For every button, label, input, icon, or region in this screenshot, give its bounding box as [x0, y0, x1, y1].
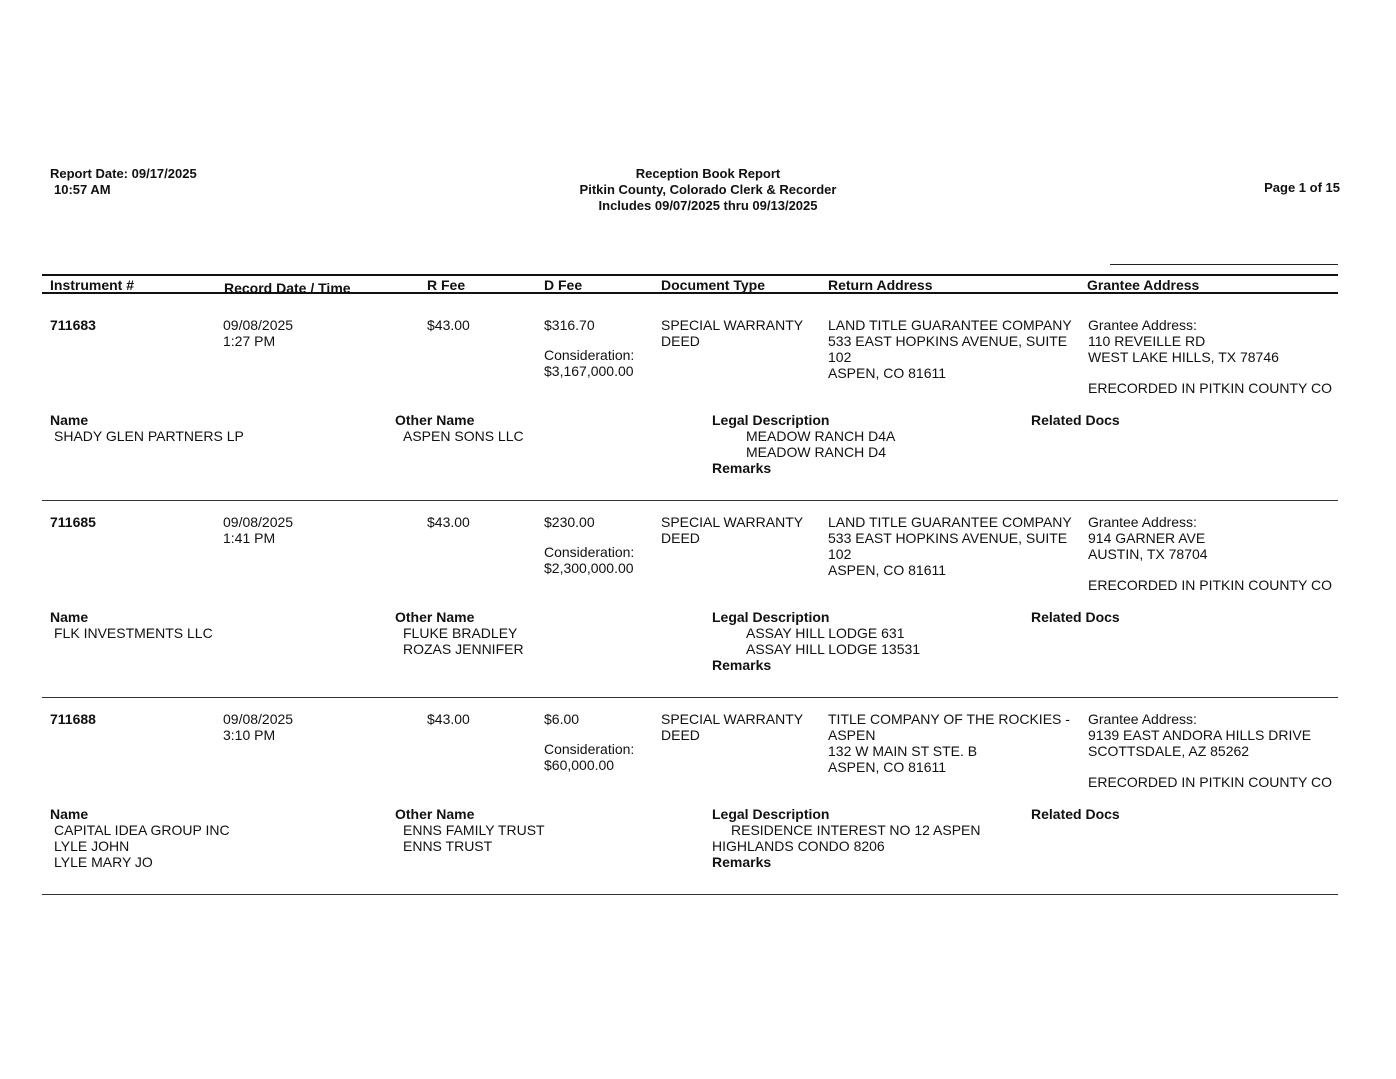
instrument-number: 711688	[50, 711, 96, 727]
column-header-top-rule	[42, 274, 1338, 276]
name-label: Name	[50, 806, 89, 822]
return-address-line: LAND TITLE GUARANTEE COMPANY	[828, 514, 1072, 530]
consideration-value: $2,300,000.00	[544, 560, 634, 576]
other-name-label: Other Name	[395, 609, 475, 625]
name-value: CAPITAL IDEA GROUP INC	[54, 822, 230, 838]
record-time: 1:27 PM	[223, 333, 276, 349]
return-address-line: ASPEN, CO 81611	[828, 759, 947, 775]
col-return-address: Return Address	[828, 277, 933, 293]
name-value: FLK INVESTMENTS LLC	[54, 625, 213, 641]
consideration-label: Consideration:	[544, 347, 635, 363]
r-fee: $43.00	[427, 317, 470, 333]
report-subtitle: Pitkin County, Colorado Clerk & Recorder	[579, 182, 837, 197]
remarks-label: Remarks	[712, 854, 772, 870]
instrument-number: 711685	[50, 514, 96, 530]
remarks-label: Remarks	[712, 657, 772, 673]
other-name-value: ASPEN SONS LLC	[403, 428, 524, 444]
grantee-address-line: AUSTIN, TX 78704	[1088, 546, 1208, 562]
report-date-range: Includes 09/07/2025 thru 09/13/2025	[598, 198, 818, 213]
col-document-type: Document Type	[661, 277, 765, 293]
record-time: 1:41 PM	[223, 530, 276, 546]
legal-description-line: MEADOW RANCH D4A	[746, 428, 896, 444]
instrument-number: 711683	[50, 317, 96, 333]
r-fee: $43.00	[427, 711, 470, 727]
other-name-value: ROZAS JENNIFER	[403, 641, 524, 657]
report-time: 10:57 AM	[54, 182, 111, 197]
name-value: SHADY GLEN PARTNERS LP	[54, 428, 244, 444]
erecorded-note: ERECORDED IN PITKIN COUNTY CO	[1088, 774, 1332, 790]
return-address-line: LAND TITLE GUARANTEE COMPANY	[828, 317, 1072, 333]
col-grantee-address: Grantee Address	[1087, 277, 1200, 293]
record-divider	[42, 894, 1338, 895]
erecorded-note: ERECORDED IN PITKIN COUNTY CO	[1088, 577, 1332, 593]
legal-description-label: Legal Description	[712, 806, 830, 822]
related-docs-label: Related Docs	[1031, 412, 1120, 428]
col-r-fee: R Fee	[427, 277, 466, 293]
record	[0, 304, 1396, 501]
return-address-line: 102	[828, 546, 852, 562]
return-address-line: ASPEN, CO 81611	[828, 562, 947, 578]
document-type-cont: DEED	[661, 333, 700, 349]
legal-description-label: Legal Description	[712, 412, 830, 428]
document-type-cont: DEED	[661, 530, 700, 546]
d-fee: $230.00	[544, 514, 595, 530]
consideration-value: $60,000.00	[544, 757, 615, 773]
return-address-line: 132 W MAIN ST STE. B	[828, 743, 978, 759]
consideration-label: Consideration:	[544, 741, 635, 757]
legal-description-line: ASSAY HILL LODGE 13531	[746, 641, 921, 657]
grantee-address-label: Grantee Address:	[1088, 514, 1197, 530]
other-name-value: FLUKE BRADLEY	[403, 625, 518, 641]
grantee-address-line: 110 REVEILLE RD	[1088, 333, 1206, 349]
return-address-line: 533 EAST HOPKINS AVENUE, SUITE	[828, 333, 1068, 349]
other-name-label: Other Name	[395, 806, 475, 822]
report-title: Reception Book Report	[635, 166, 781, 181]
legal-description-line: HIGHLANDS CONDO 8206	[712, 838, 885, 854]
name-label: Name	[50, 609, 89, 625]
other-name-value: ENNS TRUST	[403, 838, 493, 854]
other-name-label: Other Name	[395, 412, 475, 428]
grantee-address-label: Grantee Address:	[1088, 711, 1197, 727]
erecorded-note: ERECORDED IN PITKIN COUNTY CO	[1088, 380, 1332, 396]
report-date-block	[50, 166, 197, 198]
legal-description-label: Legal Description	[712, 609, 830, 625]
document-type: SPECIAL WARRANTY	[661, 317, 804, 333]
consideration-value: $3,167,000.00	[544, 363, 634, 379]
document-type-cont: DEED	[661, 727, 700, 743]
name-label: Name	[50, 412, 89, 428]
legal-description-line: RESIDENCE INTEREST NO 12 ASPEN	[731, 822, 981, 838]
d-fee: $316.70	[544, 317, 595, 333]
report-title-block	[498, 166, 918, 214]
consideration-label: Consideration:	[544, 544, 635, 560]
record-date: 09/08/2025	[223, 317, 294, 333]
related-docs-label: Related Docs	[1031, 806, 1120, 822]
page-number: Page 1 of 15	[1264, 180, 1340, 195]
document-type: SPECIAL WARRANTY	[661, 514, 804, 530]
grantee-address-line: 914 GARNER AVE	[1088, 530, 1206, 546]
name-value: LYLE JOHN	[54, 838, 130, 854]
record	[0, 698, 1396, 895]
grantee-address-line: SCOTTSDALE, AZ 85262	[1088, 743, 1250, 759]
col-d-fee: D Fee	[544, 277, 583, 293]
grantee-address-line: 9139 EAST ANDORA HILLS DRIVE	[1088, 727, 1312, 743]
other-name-value: ENNS FAMILY TRUST	[403, 822, 545, 838]
return-address-line: ASPEN	[828, 727, 876, 743]
record-date: 09/08/2025	[223, 711, 294, 727]
name-value: LYLE MARY JO	[54, 854, 153, 870]
col-record-date: Record Date / Time	[224, 280, 351, 296]
return-address-line: 102	[828, 349, 852, 365]
legal-description-line: ASSAY HILL LODGE 631	[746, 625, 905, 641]
col-instrument: Instrument #	[50, 277, 135, 293]
return-address-line: TITLE COMPANY OF THE ROCKIES -	[828, 711, 1070, 727]
grantee-address-label: Grantee Address:	[1088, 317, 1197, 333]
record-time: 3:10 PM	[223, 727, 276, 743]
r-fee: $43.00	[427, 514, 470, 530]
d-fee: $6.00	[544, 711, 580, 727]
record-date: 09/08/2025	[223, 514, 294, 530]
return-address-line: ASPEN, CO 81611	[828, 365, 947, 381]
top-rule-short	[1110, 264, 1338, 265]
remarks-label: Remarks	[712, 460, 772, 476]
grantee-address-line: WEST LAKE HILLS, TX 78746	[1088, 349, 1279, 365]
legal-description-line: MEADOW RANCH D4	[746, 444, 887, 460]
document-type: SPECIAL WARRANTY	[661, 711, 804, 727]
return-address-line: 533 EAST HOPKINS AVENUE, SUITE	[828, 530, 1068, 546]
report-date: Report Date: 09/17/2025	[50, 166, 197, 181]
record	[0, 501, 1396, 698]
related-docs-label: Related Docs	[1031, 609, 1120, 625]
